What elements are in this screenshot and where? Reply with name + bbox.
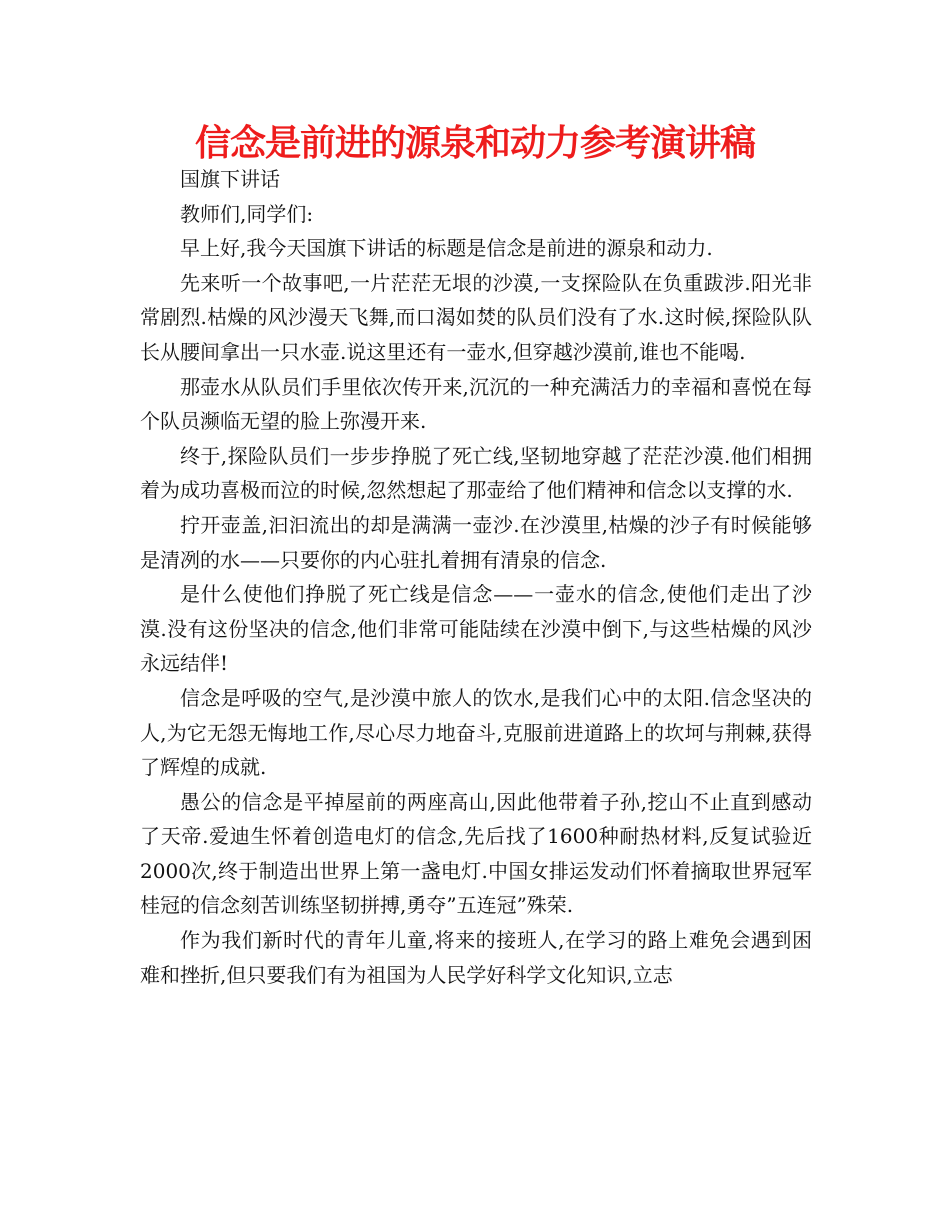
paragraph-subtitle: 国旗下讲话 — [180, 167, 280, 191]
document-title: 信念是前进的源泉和动力参考演讲稿 — [194, 123, 755, 164]
paragraph-story-meaning: 是什么使他们挣脱了死亡线是信念——一壶水的信念,使他们走出了沙漠.没有这份坚决的信念,他们非常可能陆续在沙漠中倒下,与这些枯燥的风沙永远结伴! — [140, 582, 812, 676]
paragraph-conclusion: 作为我们新时代的青年儿童,将来的接班人,在学习的路上难免会遇到困难和挫折,但只要我们有为祖国为人民学好科学文化知识,立志 — [140, 928, 812, 987]
document-body — [140, 162, 812, 992]
paragraph-belief-definition: 信念是呼吸的空气,是沙漠中旅人的饮水,是我们心中的太阳.信念坚决的人,为它无怨无悔地工作,尽心尽力地奋斗,克服前进道路上的坎坷与荆棘,获得了辉煌的成就. — [140, 685, 812, 780]
paragraph-story-escape: 终于,探险队员们一步步挣脱了死亡线,坚韧地穿越了茫茫沙漠.他们相拥着为成功喜极而泣的时候,忽然想起了那壶给了他们精神和信念以支撑的水. — [140, 443, 812, 503]
paragraph-story-intro: 先来听一个故事吧,一片茫茫无垠的沙漠,一支探险队在负重跋涉.阳光非常剧烈.枯燥的风沙漫天飞舞,而口渴如焚的队员们没有了水.这时候,探险队队长从腰间拿出一只水壶.说这里还有一壶水,但穿越沙漠前,谁也不能喝. — [140, 270, 812, 364]
paragraph-examples: 愚公的信念是平掉屋前的两座高山,因此他带着子孙,挖山不止直到感动了天帝.爱迪生怀着创造电灯的信念,先后找了1600种耐热材料,反复试验近2000次,终于制造出世界上第一盏电灯.中国女排运发动们怀着摘取世界冠军桂冠的信念刻苦训练坚韧拼搏,勇夺”五连冠”殊荣. — [140, 789, 812, 918]
paragraph-story-water: 那壶水从队员们手里依次传开来,沉沉的一种充满活力的幸福和喜悦在每个队员濒临无望的脸上弥漫开来. — [140, 374, 812, 434]
paragraph-story-sand: 拧开壶盖,汩汩流出的却是满满一壶沙.在沙漠里,枯燥的沙子有时候能够是清冽的水——只要你的内心驻扎着拥有清泉的信念. — [140, 512, 812, 572]
paragraph-greeting: 早上好,我今天国旗下讲话的标题是信念是前进的源泉和动力. — [180, 236, 713, 261]
paragraph-salutation: 教师们,同学们: — [180, 201, 314, 226]
